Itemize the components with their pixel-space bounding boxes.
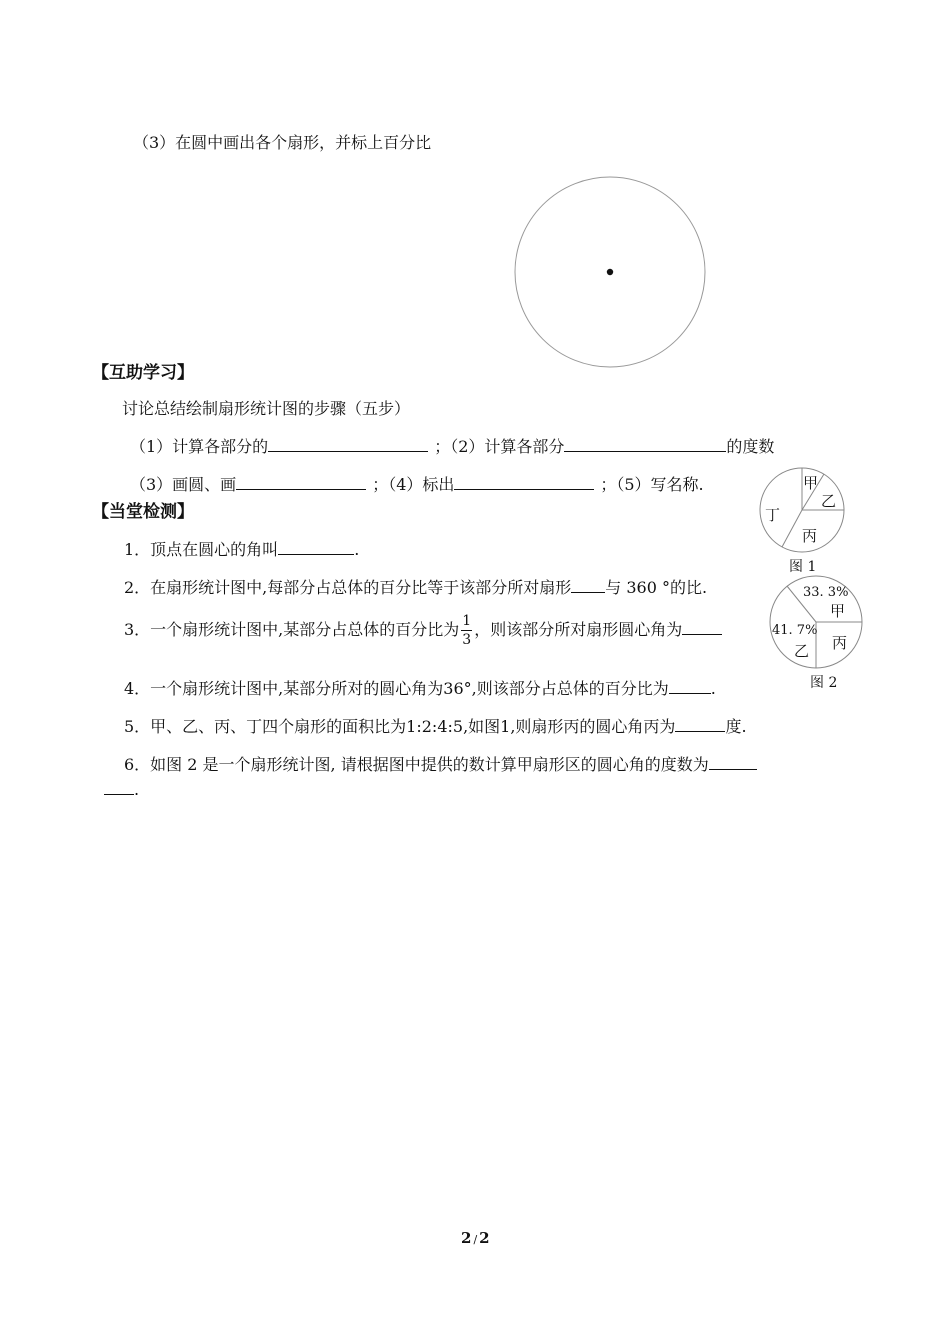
- blank-step1[interactable]: [268, 437, 428, 452]
- question-4: 4．一个扇形统计图中,某部分所对的圆心角为36°,则该部分占总体的百分比为 .: [124, 679, 716, 698]
- question-6-cont: .: [104, 780, 139, 799]
- item3-instruction: （3）在圆中画出各个扇形，并标上百分比: [133, 133, 432, 152]
- blank-q1[interactable]: [278, 540, 354, 555]
- blank-q3[interactable]: [682, 620, 722, 635]
- question-5: 5．甲、乙、丙、丁四个扇形的面积比为1:2:4:5,如图1,则扇形丙的圆心角丙为 度.: [124, 717, 747, 736]
- blank-step3[interactable]: [236, 475, 366, 490]
- question-3: 3．一个扇形统计图中,某部分占总体的百分比为 $\frac{1}{3}$ ，则该部分所对扇形圆心角为: [124, 614, 722, 647]
- step-line-2: （3）画圆、画 ；（4）标出 ；（5）写名称.: [130, 475, 704, 494]
- fig2-label-bing: 丙: [832, 634, 848, 652]
- fig1-line-lower: [782, 510, 802, 547]
- blank-step2[interactable]: [564, 437, 726, 452]
- fig1-caption: 图 1: [789, 559, 817, 575]
- figure-1-pie: [755, 466, 851, 580]
- fig2-pct-top: 33. 3%: [803, 585, 849, 600]
- figure-2-pie: [760, 574, 868, 692]
- step-line-1: （1）计算各部分的 ；（2）计算各部分 的度数: [130, 437, 775, 456]
- fig2-pct-left: 41. 7%: [772, 623, 818, 638]
- question-2: 2．在扇形统计图中,每部分占总体的百分比等于该部分所对扇形 与 360 °的比.: [124, 578, 708, 597]
- fig1-label-ding: 丁: [765, 506, 781, 524]
- check-heading: 【当堂检测】: [92, 502, 194, 522]
- fig1-label-yi: 乙: [821, 492, 837, 510]
- blank-q2[interactable]: [571, 578, 605, 593]
- mutual-intro: 讨论总结绘制扇形统计图的步骤（五步）: [122, 399, 411, 418]
- fig2-label-jia: 甲: [830, 602, 846, 620]
- fraction-one-third: $\frac{1}{3}$: [462, 613, 472, 648]
- question-6: 6．如图 2 是一个扇形统计图, 请根据图中提供的数计算甲扇形区的圆心角的度数为: [124, 752, 757, 775]
- blank-step4[interactable]: [454, 475, 594, 490]
- blank-q5[interactable]: [675, 717, 725, 732]
- drawing-circle: [510, 174, 710, 372]
- fig2-label-yi: 乙: [794, 642, 810, 660]
- mutual-heading: 【互助学习】: [92, 363, 194, 383]
- blank-q6-b[interactable]: [104, 780, 134, 795]
- question-1: 1．顶点在圆心的角叫 .: [124, 540, 360, 559]
- fig2-caption: 图 2: [810, 675, 838, 691]
- blank-q4[interactable]: [669, 679, 711, 694]
- page-number: 2 / 2: [461, 1229, 490, 1247]
- fig1-label-bing: 丙: [802, 527, 818, 545]
- center-dot: [607, 269, 613, 275]
- blank-q6-a[interactable]: [709, 755, 757, 770]
- fig1-label-jia: 甲: [803, 474, 819, 492]
